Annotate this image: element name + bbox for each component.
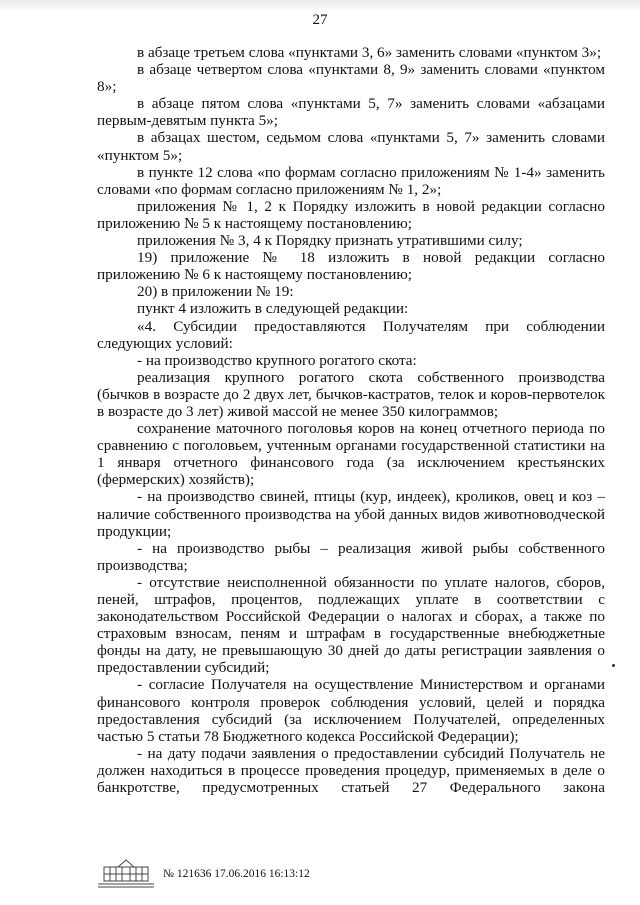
paragraph: 20) в приложении № 19: [137,283,294,301]
paragraph: приложения № 3, 4 к Порядку признать утратившими силу; [137,232,523,250]
paragraph: реализация крупного рогатого скота собственного производства (бычков в возрасте до 2 двух лет, бычков-кастратов, телок и коров-первотелок в возрасте до 3 лет) живой массой не менее 350 килограммов; [97,368,605,420]
paragraph: приложения № 1, 2 к Порядку изложить в новой редакции согласно приложению № 5 к настоящему постановлению; [97,197,605,232]
paragraph: - на производство рыбы – реализация живой рыбы собственного производства; [97,539,605,574]
paragraph: в абзаце четвертом слова «пунктами 8, 9» заменить словами «пунктом 8»; [97,61,605,96]
paragraph: «4. Субсидии предоставляются Получателям при соблюдении следующих условий: [97,317,605,352]
paragraph: в пункте 12 слова «по формам согласно приложениям № 1-4» заменить словами «по формам согласно приложениям № 1, 2»; [97,163,605,198]
paragraph: - отсутствие неисполненной обязанности по уплате налогов, сборов, пеней, штрафов, процентов, подлежащих уплате в соответствии с законодательством Российской Федерации о налогах и сборах, а также по страховым взносам, пеням и штрафам в государственные внебюджетные фонды на дату, не превышающую 30 дней до даты регистрации заявления о предоставлении субсидий; [97,573,605,677]
paragraph: - на производство свиней, птицы (кур, индеек), кроликов, овец и коз – наличие собственного производства на убой данных видов животноводческой продукции; [97,488,605,540]
paragraph: в абзацах шестом, седьмом слова «пунктами 5, 7» заменить словами «пунктом 5»; [97,129,605,164]
page-number: 27 [312,12,328,28]
document-body [97,44,605,796]
paragraph: в абзаце третьем слова «пунктами 3, 6» заменить словами «пунктом 3»; [137,44,602,61]
margin-dot-artifact [612,664,615,667]
registration-stamp: № 121636 17.06.2016 16:13:12 [163,868,310,880]
paragraph: - на производство крупного рогатого скота: [137,351,417,369]
paragraph: 19) приложение № 18 изложить в новой редакции согласно приложению № 6 к настоящему постановлению; [97,249,605,284]
paragraph: пункт 4 изложить в следующей редакции: [137,300,409,318]
scan-edge-artifact [0,0,640,12]
paragraph: - согласие Получателя на осуществление Министерством и органами финансового контроля проверок соблюдения условий, целей и порядка предоставления субсидий (за исключением Получателей, определенных частью 5 статьи 78 Бюджетного кодекса Российской Федерации); [97,676,605,745]
paragraph: в абзаце пятом слова «пунктами 5, 7» заменить словами «абзацами первым-девятым пункта 5»; [97,95,605,130]
paragraph: сохранение маточного поголовья коров на конец отчетного периода по сравнению с поголовьем, учтенным органами государственной статистики на 1 января отчетного финансового года (за исключением крестьянских (фермерских) хозяйств); [97,420,605,489]
paragraph: - на дату подачи заявления о предоставлении субсидий Получатель не должен находиться в процессе проведения процедур, применяемых в деле о банкротстве, предусмотренных статьей 27 Федерального закона [97,744,605,797]
building-logo-icon [96,857,156,889]
